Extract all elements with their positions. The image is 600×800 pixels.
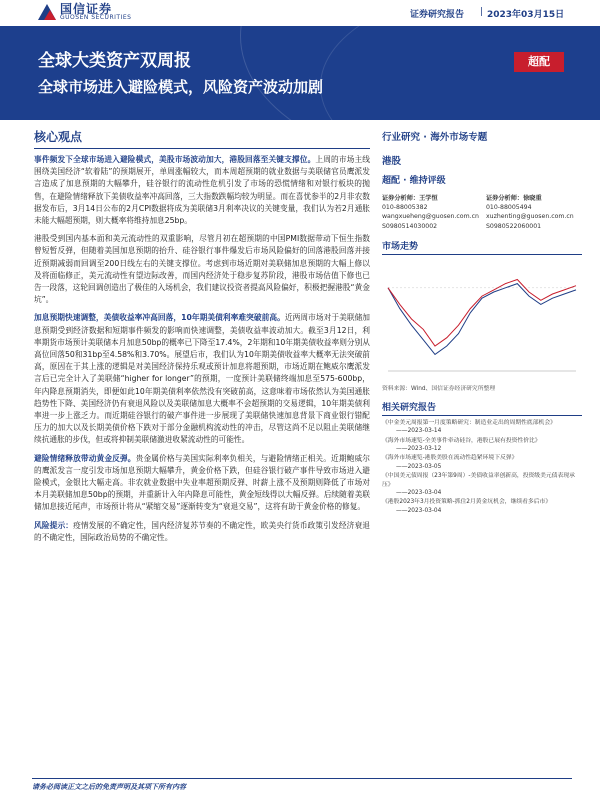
report-type: 证券研究报告 — [410, 10, 465, 20]
rating-label: 超配 · 维持评级 — [382, 176, 446, 186]
paragraph-body: 疫情发展的不确定性，国内经济复苏节奏的不确定性，欧美央行货币政策引发经济衰退的不确定性，国际政治局势的不确定性。 — [34, 520, 370, 542]
related-report-title[interactable]: 《港股2023年3月投资策略-抓住2月黄金坑机会，继续看多后市》 — [382, 499, 552, 506]
chart-canvas — [382, 259, 582, 381]
title-banner — [0, 26, 600, 120]
side-column — [382, 128, 582, 516]
analyst-name: 徐晓重 — [523, 195, 542, 202]
market-label: 港股 — [382, 156, 402, 167]
related-report-title[interactable]: 《中国美元债周报（23年第9周）-美债收益率创新高，投资级美元债表现承压》 — [382, 473, 575, 488]
related-report-date: ——2023-03-14 — [396, 428, 442, 435]
chart-series-line-1 — [388, 279, 576, 346]
divider — [382, 415, 582, 416]
related-report-date: ——2023-03-04 — [396, 507, 442, 514]
analyst-phone: 010-88005494 — [486, 204, 532, 212]
analyst-role: 证券分析师： — [382, 195, 420, 202]
market-chart — [382, 259, 582, 381]
related-report-date: ——2023-03-12 — [396, 446, 442, 453]
paragraph-body: 港股受到国内基本面和美元流动性的双重影响，尽管月初在超预期的中国PMI数据带动下恒生指数曾短暂反弹，但随着美国加息预期的抬升、硅谷银行事件爆发后市场风险偏好的回落港股回落并接近预期减弱而回调至200日线左右的关键支撑位。考虑到市场近期对美联储加息预期的大幅上修以及将面临修正，美元流动性有望边际改善，而国内经济处于稳步复苏阶段，港股市场估值下修也已告一段落，这轮回调创造出了极佳的入场机会，我们建议投资者提高风险偏好，积极把握港股“黄金坑”。 — [34, 234, 370, 305]
paragraph — [34, 453, 370, 514]
top-bar — [0, 0, 600, 26]
section-title: 核心观点 — [34, 130, 83, 144]
related-report-date: ——2023-03-05 — [396, 463, 442, 470]
related-list — [382, 419, 582, 515]
paragraph — [34, 312, 370, 446]
paragraph — [34, 233, 370, 306]
logo-text: 国信证券 — [60, 2, 113, 16]
paragraph-body: 贵金属价格与美国实际利率负相关，与避险情绪正相关。近期鲍威尔的鹰派发言一度引发市场加息预期大幅攀升，黄金价格下跌，但硅谷银行破产事件导致市场进入避险模式，金银比大幅走高。非农就业数据中失业率超预期反弹、时薪上涨不及预期则降低了市场对本月美联储加息50bp的预期，并重新计入年内降息可能性，黄金短线得以大幅反弹。后续随着美联储加息接近尾声，市场预计将从“紧缩交易”逐渐转变为“衰退交易”，这将有助于黄金价格的修复。 — [34, 453, 370, 512]
paragraph-body: 上周的市场主线围绕美国经济“软着陆”的预期展开，单周涨幅较大，而本周超预期的就业数据与美联储官员鹰派发言造成了加息预期的大幅攀升，硅谷银行的流动性危机引发了市场的恐慌情绪和对银行板块的抛售，在避险情绪释放下美债收益率冲高回落，三大指数跌幅均较为明显。而在喜忧参半的2月非农数据发布后，3月14日公布的2月CPI数据将成为美联储3月利率决议的关键变量，我们认为若2月通胀未能大幅超预期，则大概率将维持加息25bp。 — [34, 155, 370, 226]
related-title: 相关研究报告 — [382, 402, 437, 413]
chart-series-line-0 — [388, 283, 576, 354]
analyst-email[interactable]: xuzhenting@guosen.com.cn — [486, 213, 574, 221]
paragraph — [34, 520, 370, 544]
divider — [34, 148, 370, 149]
paragraph-body: 近两周市场对于美联储加息预期受到经济数据和短期事件频发的影响而快速调整，美债收益率波动加大。截至3月12日，利率期货市场预计美联储本月加息50bp的概率已下降至17.4%，2年期和10年期美债收益率则分别从高位回落50和31bp至4.58%和3.70%。展望后市，我们认为10年期美债收益率大概率无法突破前高，原因在于其上涨的逻辑是对美国经济保持乐观或预计加息将超预期，市场近期在鲍威尔鹰派发言后已完全计入了美联储“higher for longer”的预期，一度预计美联储终端加息至575-600bp，年内降息预期消失，即便如此10年期美债利率依然没有突破前高，这意味着市场依然认为美国通胀趋势性下降、美国经济仍有衰退风险以及美联储加息大概率不会超预期的交易逻辑，10年期美债利率进一步上涨乏力。而近期硅谷银行的破产事件进一步展现了美联储快速加息背景下商业银行错配压力的加大以及长期美债价格下跌对于部分金融机构流动性的冲击，尽管这尚不足以阻止美联储继续抗通胀的步伐，但或将抑制美联储激进收紧流动性的可能性。 — [34, 313, 370, 445]
analyst-card — [382, 194, 478, 231]
rating-tag: 超配 — [514, 52, 564, 72]
footer-disclaimer: 请务必阅读正文之后的免责声明及其项下所有内容 — [32, 783, 186, 791]
analyst-list — [382, 194, 582, 231]
analyst-license: S0980514030002 — [382, 222, 438, 230]
risk-warning-label: 风险提示： — [34, 520, 74, 530]
logo-subtext: GUOSEN SECURITIES — [60, 14, 132, 21]
paragraph-highlight: 加息预期快速调整，美债收益率冲高回落，10年期美债利率难突破前高。 — [34, 313, 285, 323]
logo — [38, 2, 138, 24]
report-date: 2023年03月15日 — [487, 10, 565, 20]
footer-divider — [32, 778, 572, 779]
paragraph — [34, 154, 370, 227]
divider — [382, 254, 582, 255]
decorative-arc — [320, 26, 600, 120]
chart-title: 市场走势 — [382, 241, 419, 252]
analyst-role: 证券分析师： — [486, 195, 524, 202]
related-report[interactable] — [382, 454, 582, 471]
related-report-date: ——2023-03-04 — [396, 490, 442, 497]
related-report-title[interactable]: 《海外市场速览-港股美股在流动性趋紧环境下反弹》 — [382, 455, 518, 462]
analyst-card — [486, 194, 582, 231]
header-separator: | — [480, 7, 484, 17]
related-report[interactable] — [382, 437, 582, 454]
sector-label: 行业研究 · 海外市场专题 — [382, 132, 488, 143]
related-report-title[interactable]: 《中金美元周报第一月度策略研究：制造业走出的周期性底部机会》 — [382, 419, 556, 426]
related-report[interactable] — [382, 472, 582, 497]
related-report-title[interactable]: 《海外市场速览-全美事件牵动硅谷，港股已展有投资性价比》 — [382, 437, 541, 444]
main-column — [34, 128, 370, 550]
related-report[interactable] — [382, 419, 582, 436]
logo-icon — [38, 2, 56, 20]
paragraph-highlight: 事件频发下全球市场进入避险模式，美股市场波动加大，港股回落至关键支撑位。 — [34, 155, 316, 164]
report-subtitle: 全球市场进入避险模式，风险资产波动加剧 — [38, 78, 324, 96]
analyst-name: 王学恒 — [419, 195, 438, 202]
analyst-email[interactable]: wangxueheng@guosen.com.cn — [382, 213, 479, 221]
report-title: 全球大类资产双周报 — [38, 51, 191, 71]
analyst-phone: 010-88005382 — [382, 204, 428, 212]
analyst-license: S0980522060001 — [486, 222, 542, 230]
paragraph-highlight: 避险情绪释放带动黄金反弹。 — [34, 453, 136, 463]
chart-source: 资料来源：Wind、国信证券经济研究所整理 — [382, 385, 496, 392]
related-report[interactable] — [382, 498, 582, 515]
